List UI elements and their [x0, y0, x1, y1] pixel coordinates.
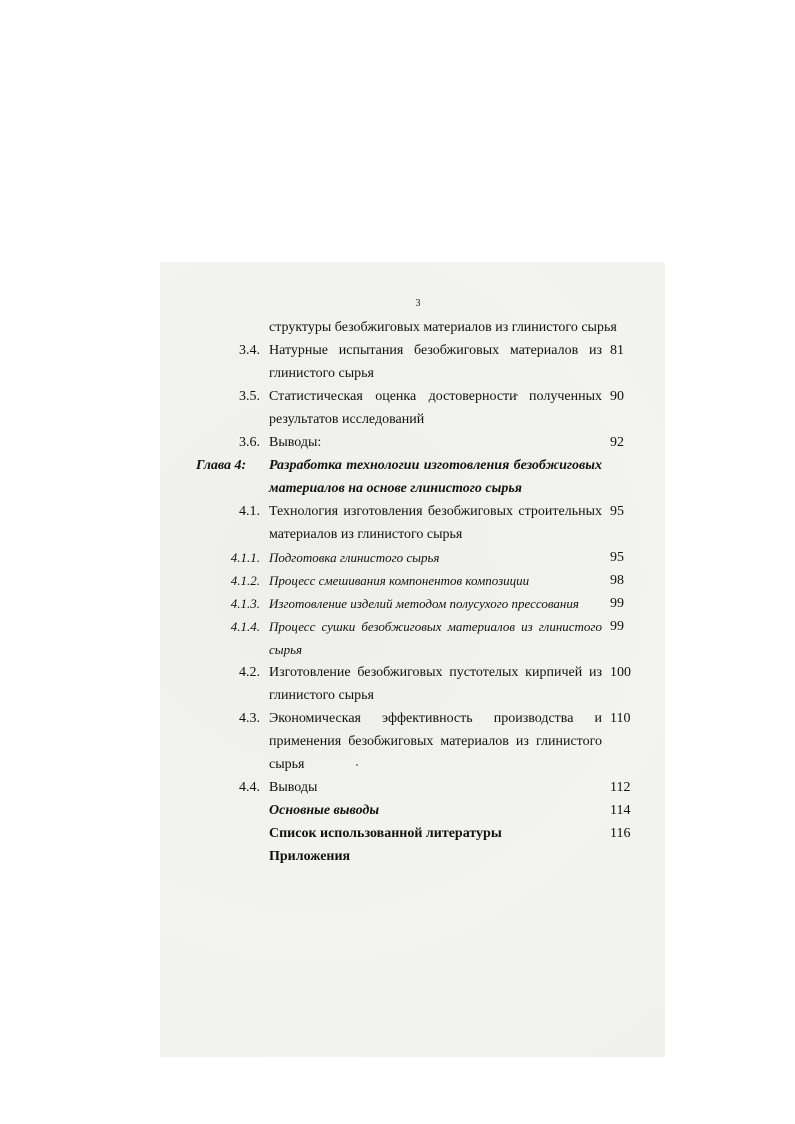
toc-entry-title: Процесс сушки безобжиговых материалов из глинистого	[269, 619, 602, 634]
toc-row	[160, 592, 665, 615]
toc-entry-title: материалов из глинистого сырья	[269, 527, 463, 542]
toc-entry-title: глинистого сырья	[269, 366, 374, 381]
toc-entry-title: применения безобжиговых материалов из глинистого	[269, 734, 602, 749]
toc-row	[160, 339, 665, 362]
toc-row	[160, 316, 665, 339]
toc-row	[160, 477, 665, 500]
toc-page-number: 92	[610, 435, 624, 450]
toc-entry-title: сырья	[269, 642, 303, 657]
toc-entry-title: Технология изготовления безобжиговых строительных	[269, 504, 602, 519]
subsection-number: 4.1.2.	[230, 573, 260, 588]
toc-row	[160, 707, 665, 730]
chapter-label: Глава 4:	[196, 458, 247, 473]
page-number: 3	[415, 298, 421, 309]
toc-entry-title: Выводы	[269, 780, 318, 795]
toc-row	[160, 776, 665, 799]
toc-entry-title: Экономическая эффективность производства и	[269, 711, 602, 726]
subsection-number: 4.1.3.	[230, 596, 260, 611]
toc-page-number: 98	[610, 573, 624, 588]
toc-row	[160, 845, 665, 868]
toc-entry-title: Статистическая оценка достоверности полученных	[269, 389, 602, 404]
toc-row	[160, 523, 665, 546]
toc-row	[160, 569, 665, 592]
toc-row	[160, 615, 665, 638]
section-number: 4.4.	[239, 780, 260, 795]
toc-page-number: 95	[610, 550, 624, 565]
section-number: 3.4.	[239, 343, 260, 358]
toc-page-number: 81	[610, 343, 624, 358]
toc-entry-title: сырья	[269, 757, 305, 772]
toc-row	[160, 362, 665, 385]
toc-row	[160, 546, 665, 569]
section-number: 3.6.	[239, 435, 260, 450]
toc-entry-title: Выводы:	[269, 435, 322, 450]
toc-row	[160, 661, 665, 684]
toc-row	[160, 730, 665, 753]
toc-page-number: 112	[610, 780, 631, 795]
toc-page-number: 100	[610, 665, 631, 680]
toc-entry-title: Подготовка глинистого сырья	[269, 550, 440, 565]
toc-page-number: 99	[610, 619, 624, 634]
toc-entry-title: Процесс смешивания компонентов композиции	[269, 573, 530, 588]
toc-entry-title: глинистого сырья	[269, 688, 374, 703]
toc-entry-title: Приложения	[269, 849, 351, 864]
toc-row	[160, 638, 665, 661]
chapter-title: материалов на основе глинистого сырья	[269, 481, 522, 496]
toc-row	[160, 454, 665, 477]
chapter-title: Разработка технологии изготовления безобжиговых	[269, 458, 602, 473]
toc-row	[160, 753, 665, 776]
toc-page-number: 110	[610, 711, 631, 726]
toc-row	[160, 799, 665, 822]
subsection-number: 4.1.1.	[230, 550, 260, 565]
toc-row	[160, 822, 665, 845]
subsection-number: 4.1.4.	[230, 619, 260, 634]
toc-row	[160, 385, 665, 408]
section-number: 4.1.	[239, 504, 260, 519]
toc-page-number: 99	[610, 596, 624, 611]
toc-entry-title: Список использованной литературы	[269, 826, 502, 841]
toc-page-number: 114	[610, 803, 631, 818]
toc-entry-title: Изготовление безобжиговых пустотелых кирпичей из	[269, 665, 602, 680]
toc-page-number: 90	[610, 389, 624, 404]
toc-entry-title: Натурные испытания безобжиговых материалов из	[269, 343, 602, 358]
toc-page-number: 116	[610, 826, 631, 841]
toc-entry-title: результатов исследований	[269, 412, 425, 427]
toc-page-number: 95	[610, 504, 624, 519]
toc-entry-title: Изготовление изделий методом полусухого прессования	[269, 596, 579, 611]
toc-row	[160, 408, 665, 431]
toc-entry-title: структуры безобжиговых материалов из глинистого сырья	[269, 320, 617, 335]
toc-entry-title: Основные выводы	[269, 803, 380, 818]
section-number: 4.3.	[239, 711, 260, 726]
section-number: 3.5.	[239, 389, 260, 404]
toc-row	[160, 431, 665, 454]
section-number: 4.2.	[239, 665, 260, 680]
toc-row	[160, 684, 665, 707]
toc-row	[160, 500, 665, 523]
